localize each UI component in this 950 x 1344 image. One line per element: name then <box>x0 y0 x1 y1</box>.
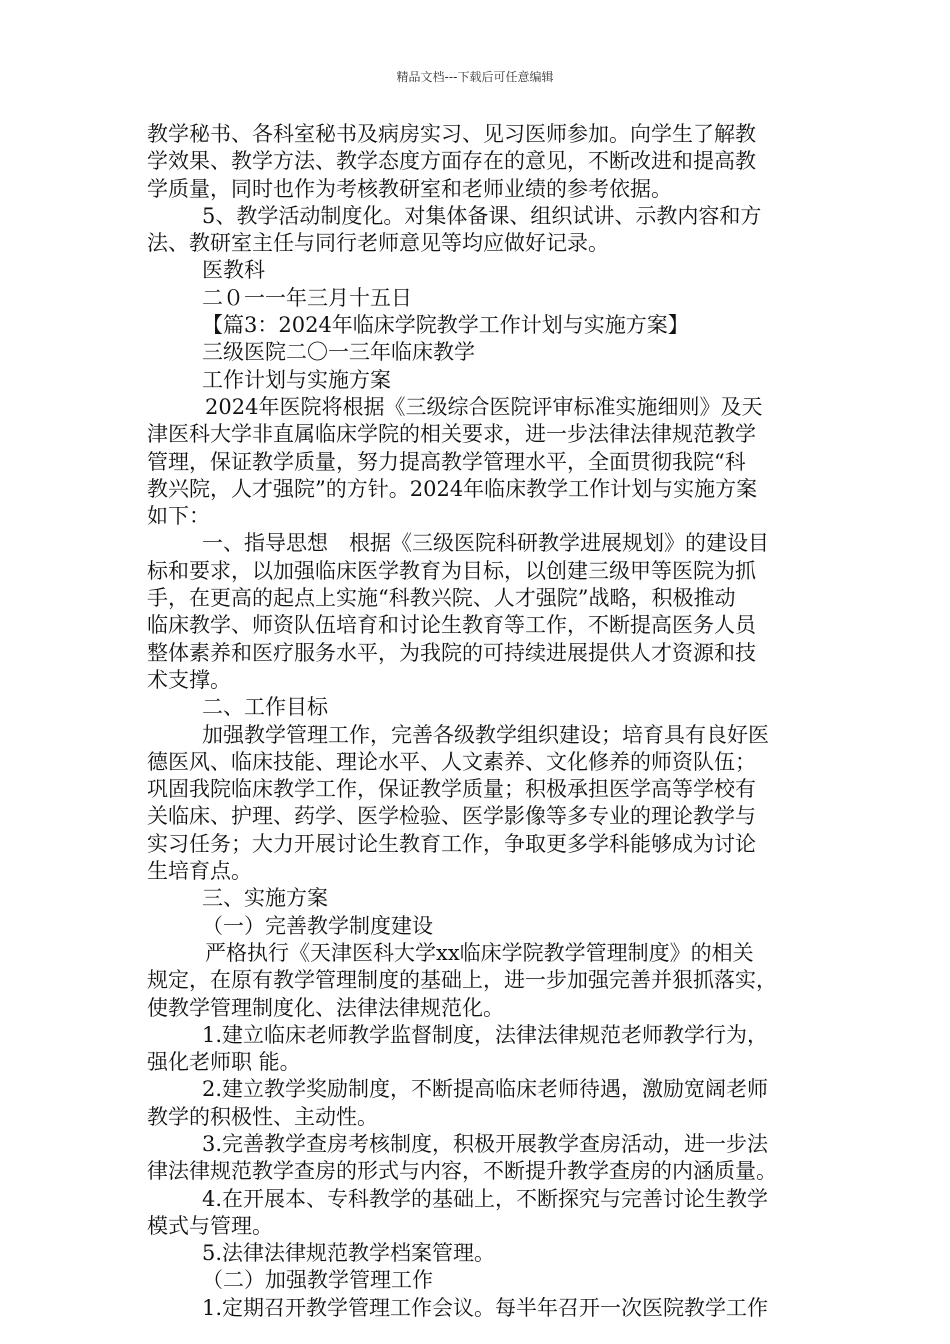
text-line: 术支撑。 <box>147 667 231 692</box>
text-line: 二０一一年三月十五日 <box>202 285 412 310</box>
text-line: 如下： <box>147 504 210 529</box>
text-line: 一、指导思想 根据《三级医院科研教学进展规划》的建设目 <box>202 531 769 556</box>
text-line: 1.定期召开教学管理工作会议。每半年召开一次医院教学工作 <box>202 1295 769 1320</box>
text-line: 规定，在原有教学管理制度的基础上，进一步加强完善并狠抓落实， <box>147 968 777 993</box>
text-line: 实习任务；大力开展讨论生教育工作，争取更多学科能够成为讨论 <box>147 831 756 856</box>
text-line: 模式与管理。 <box>147 1213 273 1238</box>
text-line: 教兴院，人才强院”的方针。2024年临床教学工作计划与实施方案 <box>147 476 758 501</box>
text-line: 3.完善教学查房考核制度，积极开展教学查房活动，进一步法 <box>202 1131 769 1156</box>
text-line: 4.在开展本、专科教学的基础上，不断探究与完善讨论生教学 <box>202 1186 769 1211</box>
text-line: 工作计划与实施方案 <box>202 367 391 392</box>
text-line: 医教科 <box>202 258 265 283</box>
text-line: 法、教研室主任与同行老师意见等均应做好记录。 <box>147 231 609 256</box>
section-heading: 【篇3：2024年临床学院教学工作计划与实施方案】 <box>202 313 689 338</box>
text-line: 强化老师职 能。 <box>147 1050 301 1075</box>
text-line: 津医科大学非直属临床学院的相关要求，进一步法律法律规范教学 <box>147 422 756 447</box>
text-line: （二）加强教学管理工作 <box>202 1268 433 1293</box>
text-line: （一）完善教学制度建设 <box>202 913 433 938</box>
text-line: 二、工作目标 <box>202 695 328 720</box>
text-line: 2.建立教学奖励制度，不断提高临床老师待遇，激励宽阔老师 <box>202 1077 769 1102</box>
text-line: 律法律规范教学查房的形式与内容，不断提升教学查房的内涵质量。 <box>147 1159 777 1184</box>
text-line: 严格执行《天津医科大学xx临床学院教学管理制度》的相关 <box>205 940 754 965</box>
text-line: 5.法律法律规范教学档案管理。 <box>202 1241 496 1266</box>
text-line: 三级医院二〇一三年临床教学 <box>202 340 475 365</box>
text-line: 德医风、临床技能、理论水平、人文素养、文化修养的师资队伍； <box>147 749 756 774</box>
text-line: 5、教学活动制度化。对集体备课、组织试讲、示教内容和方 <box>202 203 762 228</box>
text-line: 生培育点。 <box>147 859 252 884</box>
text-line: 巩固我院临床教学工作，保证教学质量；积极承担医学高等学校有 <box>147 777 756 802</box>
text-line: 使教学管理制度化、法律法律规范化。 <box>147 995 504 1020</box>
text-line: 加强教学管理工作，完善各级教学组织建设；培育具有良好医 <box>202 722 769 747</box>
text-line: 手，在更高的起点上实施“科教兴院、人才强院”战略，积极推动 <box>147 586 736 611</box>
text-line: 标和要求，以加强临床医学教育为目标，以创建三级甲等医院为抓 <box>147 558 756 583</box>
text-line: 三、实施方案 <box>202 886 328 911</box>
text-line: 临床教学、师资队伍培育和讨论生教育等工作，不断提高医务人员 <box>147 613 756 638</box>
text-line: 教学的积极性、主动性。 <box>147 1104 378 1129</box>
page-header: 精品文档---下载后可任意编辑 <box>396 70 554 84</box>
text-line: 教学秘书、各科室秘书及病房实习、见习医师参加。向学生了解教 <box>147 122 756 146</box>
text-line: 学质量，同时也作为考核教研室和老师业绩的参考依据。 <box>147 176 672 201</box>
text-line: 管理，保证教学质量，努力提高教学管理水平，全面贯彻我院“科 <box>147 449 746 474</box>
text-line: 学效果、教学方法、教学态度方面存在的意见，不断改进和提高教 <box>147 149 756 174</box>
text-line: 关临床、护理、药学、医学检验、医学影像等多专业的理论教学与 <box>147 804 756 829</box>
text-line: 1.建立临床老师教学监督制度，法律法律规范老师教学行为， <box>202 1022 769 1047</box>
text-line: 2024年医院将根据《三级综合医院评审标准实施细则》及天 <box>205 394 763 419</box>
document-body <box>147 121 827 1322</box>
text-line: 整体素养和医疗服务水平，为我院的可持续进展提供人才资源和技 <box>147 640 756 665</box>
